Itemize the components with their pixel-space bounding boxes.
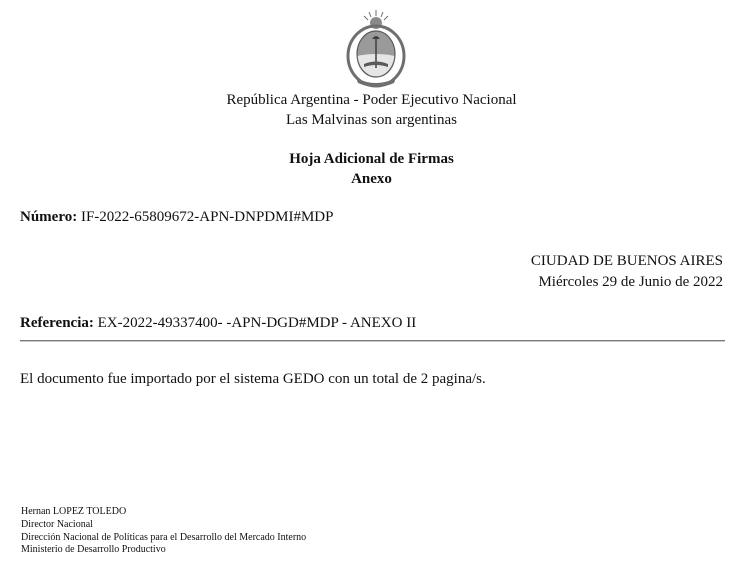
signer-name: Hernan LOPEZ TOLEDO bbox=[21, 506, 127, 517]
body-text: El documento fue importado por el sistema GEDO con un total de 2 pagina/s. bbox=[20, 371, 486, 387]
referencia-value: EX-2022-49337400- -APN-DGD#MDP - ANEXO II bbox=[97, 315, 417, 331]
signer-office: Dirección Nacional de Políticas para el Desarrollo del Mercado Interno bbox=[21, 532, 307, 543]
numero-value: IF-2022-65809672-APN-DNPDMI#MDP bbox=[80, 209, 334, 225]
document-subtitle: Anexo bbox=[351, 171, 392, 187]
document-title: Hoja Adicional de Firmas bbox=[289, 151, 454, 167]
date: Miércoles 29 de Junio de 2022 bbox=[538, 274, 723, 290]
header-republica: República Argentina - Poder Ejecutivo Nacional bbox=[226, 92, 517, 108]
numero-row bbox=[20, 208, 333, 226]
header-malvinas: Las Malvinas son argentinas bbox=[286, 112, 457, 128]
numero-label: Número: bbox=[20, 209, 78, 225]
signer-ministry: Ministerio de Desarrollo Productivo bbox=[21, 544, 166, 555]
separator-line bbox=[20, 340, 725, 342]
city: CIUDAD DE BUENOS AIRES bbox=[530, 253, 723, 269]
signer-position: Director Nacional bbox=[21, 519, 93, 530]
referencia-label: Referencia: bbox=[20, 315, 94, 331]
argentina-coat-of-arms-icon bbox=[344, 8, 408, 88]
referencia-row bbox=[20, 314, 416, 332]
